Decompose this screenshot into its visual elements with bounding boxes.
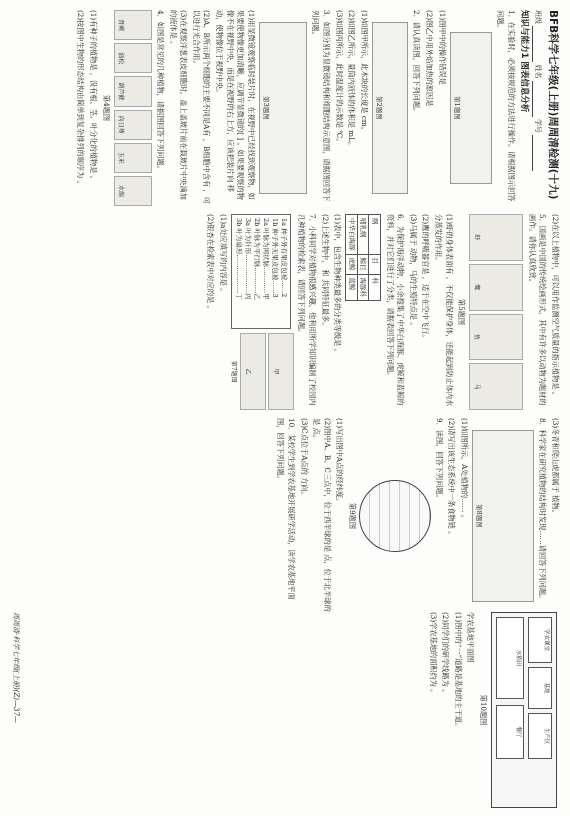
question-5b: (2)鹰的呼吸器官是 ，适于在空中飞行。 — [421, 214, 431, 342]
map-area: 基地 — [528, 667, 552, 709]
figure-2 — [372, 22, 408, 194]
plant-moss: 葫芦藓 — [114, 76, 152, 106]
question-1a: (1)图甲中的操作错误是 — [437, 10, 447, 85]
class-label: 班级 — [534, 10, 542, 24]
map-area: 生产区 — [528, 713, 552, 759]
name-field[interactable] — [532, 81, 541, 117]
map-title: 学农基地平面图 — [466, 612, 476, 663]
figure-10-caption: 第10题图 — [479, 694, 488, 726]
dichotomous-key — [231, 214, 291, 329]
farm-map — [491, 612, 557, 808]
student-info — [532, 10, 543, 206]
question-3c: (3)在观察洋葱表皮细胞时，盖上盖玻片前在载玻片中央滴加的液体是 。 — [168, 10, 189, 200]
plant-figures — [114, 10, 152, 206]
question-3b: (2)A、B所示两个细胞的主要不同是A有 ，B细胞中含有 ，可以进行光合作用。 — [191, 10, 212, 204]
key-line: 3a 叶为针形………………丙 — [243, 218, 252, 300]
question-9: 9．读图，回答下列问题。 — [434, 418, 444, 502]
map-area: 餐厅 — [496, 705, 524, 759]
map-area: 学农课堂 — [528, 617, 552, 663]
table-cell: 哺乳纲 — [357, 215, 369, 255]
table-cell: 蓝鲸 — [346, 274, 358, 301]
question-5a: (1)虾的身体表面有 ，不仅能保护身体，还能起到防止体内水分蒸发的作用。 — [434, 214, 454, 407]
question-9a: (1)写出图中A点的经纬度。 — [335, 418, 345, 506]
figure-4-caption: 第4题图 — [101, 94, 111, 122]
question-7c: (3)冬青和爬山虎都属于 植物。 — [551, 418, 560, 517]
question-10a: (1)图中的“一”道路是基地的主干道。 — [453, 612, 463, 731]
map-area: 水稻田 — [496, 617, 524, 699]
key-line: 1b 种子外无果皮包被……3 — [270, 218, 279, 298]
question-6b: (2)上述生物中， 和 共同特征最多。 — [320, 214, 330, 330]
table-cell: 中华白海豚 — [346, 215, 358, 255]
column-2 — [10, 214, 560, 410]
question-5c: (3)马属于 动物，马的生殖特点是 。 — [408, 214, 418, 330]
column-1 — [10, 10, 560, 206]
question-9b: (2)图中A、B、C三点中，位于西半球的是 点，位于北半球的是 点。 — [312, 418, 332, 612]
key-line: 3b 叶为扇形………………丁 — [234, 218, 243, 300]
column-3 — [10, 418, 560, 614]
painting-fish: 鱼 — [469, 314, 523, 361]
key-line: 2a 叶脉为网状脉…………甲 — [261, 218, 270, 300]
question-3: 3．如图分别为显微镜结构和细胞结构示意图，请据图回答下列问题。 — [311, 10, 332, 202]
painting-eagle: 鹰 — [469, 264, 523, 311]
classification-table — [345, 214, 381, 301]
page-title: BFB科学七年级(上册)周周清检测(十九) — [547, 10, 559, 200]
figure-1 — [450, 32, 492, 184]
plant-fern: 肾蕨 — [114, 10, 152, 40]
question-4: 4．如图是常见的几种植物，请据图回答下列问题。 — [156, 10, 166, 173]
question-4b: (2)按图中生物的形态结构由简单到复杂排列的顺序为 。 — [76, 10, 86, 188]
question-8: 8．科学家在研究植物的结构时发现……请回答下列问题。 — [538, 418, 548, 603]
plant-corn: 玉米 — [114, 143, 152, 173]
painting-shrimp: 虾 — [469, 214, 523, 261]
question-4c: (2)在以上植物中，可以用作监测空气质量的指示植物是 。 — [551, 214, 560, 399]
question-7: 7．小科同学对植物很感兴趣，他利用所学知识编制了校园内几种植物的检索表，请回答下列问题。 — [297, 214, 318, 406]
number-label: 学号 — [534, 118, 542, 133]
class-field[interactable] — [532, 26, 541, 62]
globe-grid-icon — [359, 480, 431, 552]
plant-algae: 水绵 — [114, 176, 152, 206]
table-head-order: 目 — [369, 254, 381, 274]
table-head-class: 纲 — [369, 215, 381, 255]
question-1b: (2)图乙中用外焰加热的原因是 — [425, 10, 435, 107]
animal-paintings — [469, 214, 523, 410]
plant-sunflower: 向日葵 — [114, 110, 152, 140]
figure-3-microscope — [259, 22, 307, 194]
figure-8-caption: 第8题图 — [475, 504, 484, 528]
key-line: 1a 种子外有果皮包被……2 — [279, 218, 288, 298]
figure-9-caption: 第9题图 — [348, 502, 358, 530]
figure-8-food-web — [472, 430, 534, 602]
question-2: 2．请认真读图，回答下列问题。 — [412, 10, 422, 116]
question-10c: (3)学农基地的面积约为 。 — [428, 612, 438, 697]
figure-7-caption: 第7题图 — [230, 360, 238, 383]
table-head-family: 科 — [369, 274, 381, 301]
number-field[interactable] — [532, 135, 541, 171]
table-cell: 鲸目 — [357, 254, 369, 274]
column-4 — [10, 612, 560, 808]
question-10b: (2)同学们的研学线路为 。 — [441, 612, 451, 697]
table-cell: 虎鲸 — [346, 254, 358, 274]
question-6: 6．为保护海洋动物，小余搜集了中华白海豚、虎鲸和蓝鲸的资料，并对它们进行了分类，请据表回答下列问题。 — [385, 214, 406, 406]
question-7b: (2)银杏在检索表中对应的是 。 — [206, 214, 216, 313]
page-footer: 周周清·科学七年级(上册)(Z)—37— — [11, 612, 20, 723]
question-7a: (1)a处应填写的内容是 。 — [218, 214, 228, 296]
figure-2-caption: 第2题图 — [375, 96, 384, 120]
question-8b: (2)请写出该生态系统中一条食物链 。 — [447, 418, 457, 539]
question-8a: (1)如图所示，A处植物的…… 。 — [459, 418, 469, 522]
key-line: 2b 叶脉为平行脉…………乙 — [252, 218, 261, 300]
leaf-b: 乙 — [241, 333, 267, 410]
name-label: 姓名 — [534, 64, 542, 79]
question-4a: (1)有种子的植物是 ，没有根、茎、叶分化的植物是 。 — [88, 10, 98, 183]
question-6a: (1)表中，包含生物种类最多的分类等级是 。 — [333, 214, 343, 356]
figure-1-caption: 第1题图 — [453, 96, 462, 120]
figure-7 — [228, 333, 294, 410]
key-and-figure — [228, 214, 294, 410]
figure-5-caption: 第5题图 — [457, 298, 467, 326]
question-1: 1．在实验时，必须按规范的方法进行操作。请根据图示回答问题。 — [496, 10, 516, 202]
plant-pine: 油松 — [114, 43, 152, 73]
question-9c: (3)C点位于A点的 方向。 — [299, 418, 309, 499]
question-2a: (1)如图甲所示，此木块的长度是 cm。 — [359, 10, 369, 134]
question-10: 10．某校学生到学农基地开展研学活动，读学农基地平面图，回答下列问题。 — [276, 418, 297, 600]
leaf-a: 甲 — [268, 333, 294, 410]
question-2c: (3)如图丙所示，此时温度计的示数是 ℃。 — [334, 10, 344, 146]
table-cell: 海豚科 — [357, 274, 369, 301]
question-5: 5．国画是中国的传统绘画形式，其中有许多以动物为题材的画作。请你认真欣赏。 — [527, 214, 548, 406]
question-3a: (1)用显微镜观察临时装片时，在视野中已经找到观察物，如果要使物像更加清晰，应调节显微镜的[ ] 。如果要观察的物像不在视野中央，而是在视野的右上方，应该把装片向 移动，使物像位于视野中央。 — [215, 10, 256, 200]
question-2b: (2)如图乙所示，量筒内液体的体积是 mL。 — [347, 10, 357, 150]
section-title: 知识与能力1 图表信息分析 — [519, 10, 530, 113]
painting-horse: 马 — [469, 363, 523, 410]
figure-3-caption: 第3题图 — [262, 96, 271, 120]
